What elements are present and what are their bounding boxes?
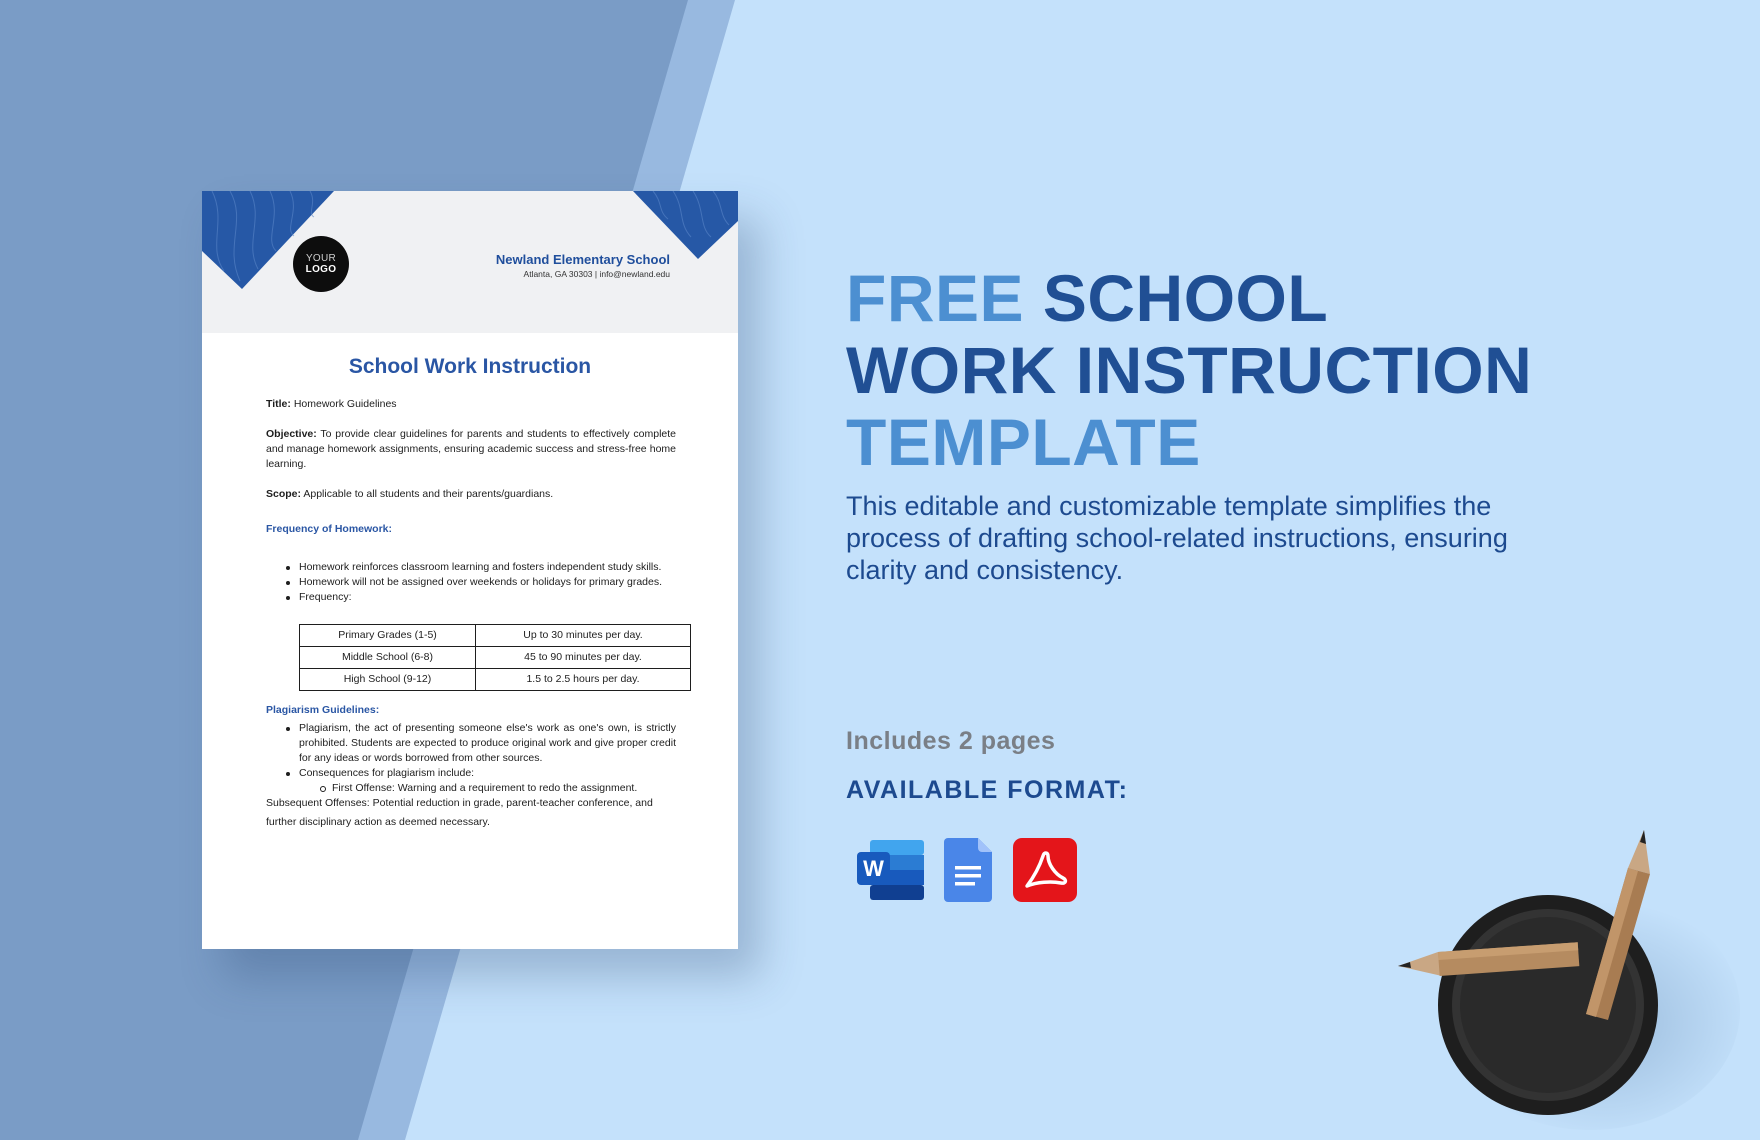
list-item: Homework will not be assigned over weekends or holidays for primary grades. xyxy=(299,575,676,590)
school-name: Newland Elementary School xyxy=(495,252,670,267)
logo-placeholder xyxy=(293,236,349,292)
table-row xyxy=(300,625,691,647)
pages-count: Includes 2 pages xyxy=(846,727,1056,755)
table-cell: 1.5 to 2.5 hours per day. xyxy=(476,669,691,691)
hero-word-school: SCHOOL xyxy=(1042,261,1329,335)
plagiarism-sublist xyxy=(266,781,676,796)
table-row xyxy=(300,669,691,691)
table-cell: Middle School (6-8) xyxy=(300,647,476,669)
list-item: Plagiarism, the act of presenting someone else's work as one's own, is strictly prohibited. Students are expected to produce original work and give proper credit for any ideas or words borrowed from other sources. xyxy=(299,722,676,764)
frequency-heading: Frequency of Homework: xyxy=(266,523,393,535)
frequency-table xyxy=(299,624,691,691)
google-docs-icon[interactable] xyxy=(944,838,994,902)
plagiarism-list xyxy=(266,721,676,781)
subsequent-offenses-line-2: further disciplinary action as deemed necessary. xyxy=(266,816,490,828)
hero-title-line-3: TEMPLATE xyxy=(846,405,1201,479)
scope-value: Applicable to all students and their parents/guardians. xyxy=(303,488,554,500)
document-title: School Work Instruction xyxy=(348,355,592,378)
available-format-label: AVAILABLE FORMAT: xyxy=(846,776,1129,804)
objective-field xyxy=(266,427,676,472)
hero-title-line-2: WORK INSTRUCTION xyxy=(846,333,1533,407)
word-icon-letter: W xyxy=(863,856,884,881)
table-row xyxy=(300,647,691,669)
corner-decoration-right xyxy=(633,191,738,261)
frequency-list xyxy=(266,560,676,605)
scope-label: Scope: xyxy=(266,488,302,500)
table-cell: High School (9-12) xyxy=(300,669,476,691)
title-field xyxy=(266,397,676,412)
school-address: Atlanta, GA 30303 | info@newland.edu xyxy=(523,269,670,279)
list-item: Frequency: xyxy=(299,590,676,605)
hero-description: This editable and customizable template simplifies the process of drafting school-related instructions, ensuring clarity and consistency. xyxy=(846,491,1508,585)
hero-title xyxy=(846,262,1532,478)
plagiarism-heading: Plagiarism Guidelines: xyxy=(266,704,380,716)
list-item: Homework reinforces classroom learning and fosters independent study skills. xyxy=(299,560,676,575)
pdf-icon[interactable] xyxy=(1013,838,1077,902)
table-cell: Primary Grades (1-5) xyxy=(300,625,476,647)
objective-label: Objective: xyxy=(266,428,317,440)
subsequent-offenses-line-1: Subsequent Offenses: Potential reduction in grade, parent-teacher conference, and xyxy=(266,797,653,809)
pencil-cup-image xyxy=(1380,820,1760,1140)
scope-field xyxy=(266,487,676,502)
template-preview xyxy=(202,191,738,949)
logo-line-1: YOUR xyxy=(305,253,337,264)
sub-list-item: First Offense: Warning and a requirement to redo the assignment. xyxy=(332,781,676,796)
logo-line-2: LOGO xyxy=(305,264,337,275)
title-field-value: Homework Guidelines xyxy=(293,398,397,410)
document-body xyxy=(266,397,676,830)
title-field-label: Title: xyxy=(266,398,291,410)
objective-value: To provide clear guidelines for parents and students to effectively complete and manage homework assignments, ensuring academic success and stress-free home learning. xyxy=(266,428,677,470)
table-cell: Up to 30 minutes per day. xyxy=(476,625,691,647)
hero-title-line-1 xyxy=(846,262,1532,334)
word-icon[interactable] xyxy=(856,838,926,902)
list-item: Consequences for plagiarism include: xyxy=(299,766,676,781)
table-cell: 45 to 90 minutes per day. xyxy=(476,647,691,669)
hero-word-free: FREE xyxy=(846,261,1025,335)
